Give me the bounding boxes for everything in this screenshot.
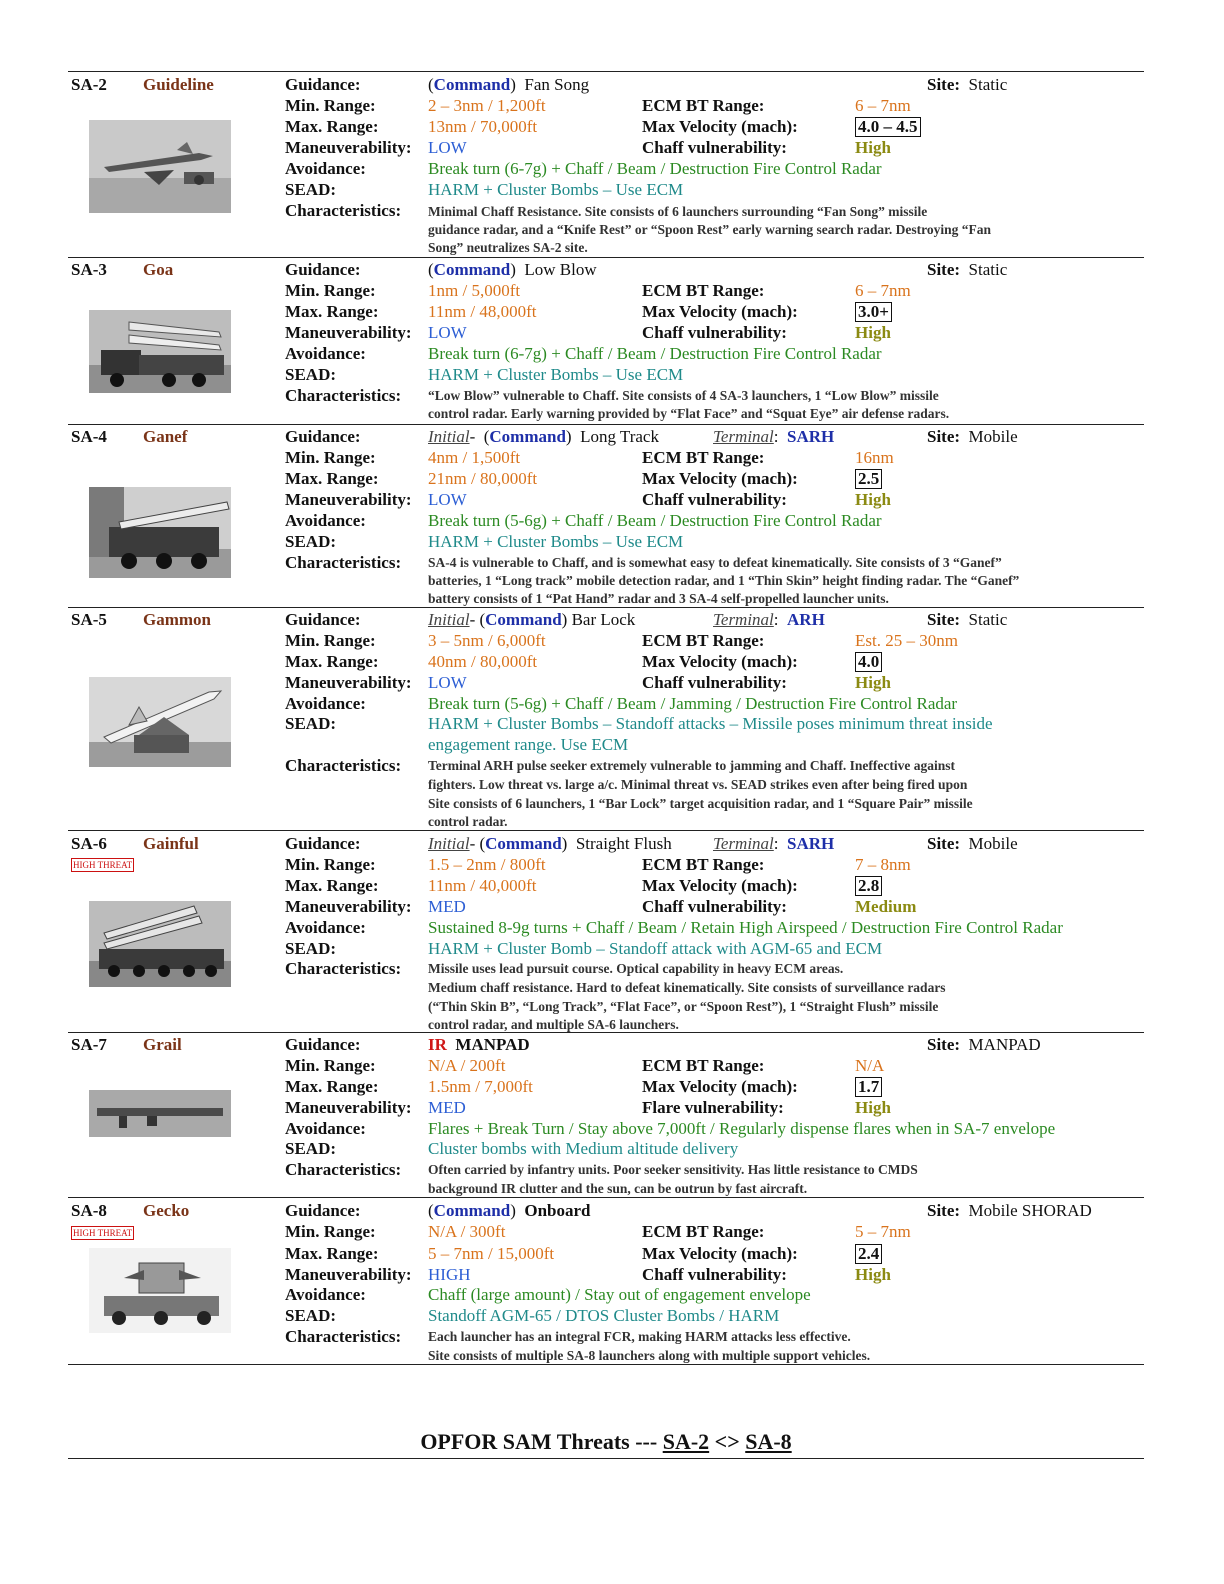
maneuver-label: Maneuverability: <box>285 897 412 916</box>
initial-tag: Initial <box>428 834 470 853</box>
high-threat-badge: HIGH THREAT <box>73 860 133 870</box>
threat-name: Gecko <box>143 1201 190 1220</box>
velocity-value <box>855 1077 882 1097</box>
site-label: Site: <box>927 1201 961 1220</box>
guidance-label: Guidance: <box>285 1201 361 1220</box>
avoidance-value: Flares + Break Turn / Stay above 7,000ft / Regularly dispense flares when in SA-7 envelope <box>428 1119 1056 1138</box>
sa7-photo <box>89 1090 231 1137</box>
divider <box>68 71 1144 72</box>
threat-name: Ganef <box>143 427 188 446</box>
divider <box>68 257 1144 258</box>
sead-value: HARM + Cluster Bombs – Use ECM <box>428 365 684 384</box>
avoidance-value: Sustained 8-9g turns + Chaff / Beam / Retain High Airspeed / Destruction Fire Control Radar <box>428 918 1063 937</box>
sead-label: SEAD: <box>285 939 337 958</box>
max-range-value: 11nm / 40,000ft <box>428 876 537 895</box>
initial-tag: Initial <box>428 427 470 446</box>
guidance-label: Guidance: <box>285 834 361 853</box>
characteristics-label: Characteristics: <box>285 553 402 572</box>
characteristics-line: Site consists of 6 launchers, 1 “Bar Lock” target acquisition radar, and 1 “Square Pair” missile <box>428 796 973 811</box>
maneuver-value: LOW <box>428 490 467 509</box>
guidance-radar: MANPAD <box>455 1035 530 1054</box>
sead-label: SEAD: <box>285 180 337 199</box>
site <box>927 427 1018 447</box>
velocity-value <box>855 876 882 896</box>
characteristics-line: Medium chaff resistance. Hard to defeat kinematically. Site consists of surveillance radars <box>428 980 946 995</box>
guidance-value <box>428 1035 530 1055</box>
sead-label: SEAD: <box>285 714 337 733</box>
guidance-radar: Onboard <box>524 1201 591 1220</box>
terminal-tag: Terminal <box>713 427 774 446</box>
ecm-label: ECM BT Range: <box>642 1222 765 1241</box>
min-range-value: N/A / 300ft <box>428 1222 506 1241</box>
maneuver-label: Maneuverability: <box>285 673 412 692</box>
guidance-value: (Command) Low Blow <box>428 260 597 279</box>
min-range-label: Min. Range: <box>285 855 376 874</box>
ecm-value: 6 – 7nm <box>855 281 911 300</box>
avoidance-label: Avoidance: <box>285 344 366 363</box>
chaff-label: Chaff vulnerability: <box>642 1265 787 1284</box>
characteristics-label: Characteristics: <box>285 201 402 220</box>
command-tag: Command <box>489 427 566 446</box>
site-label: Site: <box>927 834 961 853</box>
threat-name: Guideline <box>143 75 214 94</box>
ecm-label: ECM BT Range: <box>642 1056 765 1075</box>
sead-label: SEAD: <box>285 1306 337 1325</box>
characteristics-line: background IR clutter and the sun, can be outrun by fast aircraft. <box>428 1181 808 1196</box>
min-range-value: 2 – 3nm / 1,200ft <box>428 96 546 115</box>
characteristics-line: control radar, and multiple SA-6 launchers. <box>428 1017 679 1032</box>
avoidance-label: Avoidance: <box>285 511 366 530</box>
characteristics-line: Each launcher has an integral FCR, making HARM attacks less effective. <box>428 1329 851 1344</box>
characteristics-line: battery consists of 1 “Pat Hand” radar and 3 SA-4 self-propelled launcher units. <box>428 591 889 606</box>
maneuver-label: Maneuverability: <box>285 138 412 157</box>
min-range-value: N/A / 200ft <box>428 1056 506 1075</box>
sa5-photo <box>89 677 231 767</box>
avoidance-value: Break turn (5-6g) + Chaff / Beam / Jamming / Destruction Fire Control Radar <box>428 694 958 713</box>
guidance-label: Guidance: <box>285 610 361 629</box>
terminal-guidance: Terminal: ARH <box>713 610 825 629</box>
velocity-label: Max Velocity (mach): <box>642 117 798 136</box>
site-label: Site: <box>927 610 961 629</box>
characteristics-line: SA-4 is vulnerable to Chaff, and is somewhat easy to defeat kinematically. Site consists of 3 “Ganef” <box>428 555 1002 570</box>
site <box>927 75 1007 95</box>
velocity-label: Max Velocity (mach): <box>642 652 798 671</box>
characteristics-line: Site consists of multiple SA-8 launchers along with multiple support vehicles. <box>428 1348 871 1363</box>
avoidance-label: Avoidance: <box>285 918 366 937</box>
guidance-value: Initial- (Command) Long Track <box>428 427 659 446</box>
guidance-label: Guidance: <box>285 427 361 446</box>
site <box>927 260 1007 280</box>
site-label: Site: <box>927 75 961 94</box>
high-threat-badge: HIGH THREAT <box>73 1228 133 1238</box>
characteristics-line: Terminal ARH pulse seeker extremely vulnerable to jamming and Chaff. Ineffective against <box>428 758 955 773</box>
site-value: Static <box>968 260 1008 279</box>
site-label: Site: <box>927 1035 961 1054</box>
guidance-label: Guidance: <box>285 1035 361 1054</box>
velocity-label: Max Velocity (mach): <box>642 302 798 321</box>
guidance-radar: Long Track <box>580 427 659 446</box>
command-tag: Command <box>433 1201 511 1220</box>
chaff-label: Chaff vulnerability: <box>642 897 787 916</box>
velocity-value <box>855 469 882 489</box>
maneuver-value: LOW <box>428 323 467 342</box>
avoidance-label: Avoidance: <box>285 1119 366 1138</box>
min-range-label: Min. Range: <box>285 631 376 650</box>
characteristics-line: Missile uses lead pursuit course. Optical capability in heavy ECM areas. <box>428 961 844 976</box>
maneuver-label: Maneuverability: <box>285 323 412 342</box>
velocity-box: 4.0 – 4.5 <box>855 117 921 137</box>
characteristics-label: Characteristics: <box>285 959 402 978</box>
sead-label: SEAD: <box>285 1139 337 1158</box>
guidance-label: Guidance: <box>285 75 361 94</box>
characteristics-line: (“Thin Skin B”, “Long Track”, “Flat Face”, or “Spoon Rest”), 1 “Straight Flush” missile <box>428 999 939 1014</box>
characteristics-label: Characteristics: <box>285 1160 402 1179</box>
velocity-label: Max Velocity (mach): <box>642 1244 798 1263</box>
site-value: Mobile <box>968 427 1018 446</box>
ecm-label: ECM BT Range: <box>642 855 765 874</box>
velocity-value <box>855 117 921 137</box>
chaff-value: High <box>855 323 891 342</box>
chaff-value: Medium <box>855 897 917 916</box>
avoidance-label: Avoidance: <box>285 1285 366 1304</box>
min-range-label: Min. Range: <box>285 448 376 467</box>
ecm-label: ECM BT Range: <box>642 281 765 300</box>
command-tag: Command <box>485 610 562 629</box>
maneuver-label: Maneuverability: <box>285 1098 412 1117</box>
threat-name: Gainful <box>143 834 199 853</box>
maneuver-value: MED <box>428 897 466 916</box>
threat-name: Grail <box>143 1035 182 1054</box>
max-range-label: Max. Range: <box>285 302 379 321</box>
characteristics-line: fighters. Low threat vs. large a/c. Minimal threat vs. SEAD strikes even after being fired upon <box>428 777 968 792</box>
threat-name: Gammon <box>143 610 211 629</box>
max-range-label: Max. Range: <box>285 117 379 136</box>
terminal-value: SARH <box>787 427 835 446</box>
divider <box>68 424 1144 425</box>
min-range-value: 1.5 – 2nm / 800ft <box>428 855 546 874</box>
ecm-label: ECM BT Range: <box>642 96 765 115</box>
ecm-value: 5 – 7nm <box>855 1222 911 1241</box>
sead-value: HARM + Cluster Bombs – Standoff attacks – Missile poses minimum threat inside <box>428 714 993 733</box>
guidance-label: Guidance: <box>285 260 361 279</box>
footer-divider <box>68 1458 1144 1459</box>
site-label: Site: <box>927 260 961 279</box>
avoidance-value: Break turn (6-7g) + Chaff / Beam / Destruction Fire Control Radar <box>428 344 882 363</box>
site-label: Site: <box>927 427 961 446</box>
min-range-value: 1nm / 5,000ft <box>428 281 521 300</box>
guidance-value: (Command) Fan Song <box>428 75 590 94</box>
max-range-value: 21nm / 80,000ft <box>428 469 538 488</box>
terminal-guidance: Terminal: SARH <box>713 427 835 446</box>
maneuver-value: HIGH <box>428 1265 471 1284</box>
sead-value-cont: engagement range. Use ECM <box>428 735 629 754</box>
characteristics-label: Characteristics: <box>285 756 402 775</box>
site-value: MANPAD <box>968 1035 1041 1054</box>
max-range-value: 1.5nm / 7,000ft <box>428 1077 533 1096</box>
site <box>927 1201 1092 1221</box>
divider <box>68 1364 1144 1365</box>
velocity-box: 3.0+ <box>855 302 892 322</box>
characteristics-line: guidance radar, and a “Knife Rest” or “Spoon Rest” early warning search radar. Destroying “Fan <box>428 222 992 237</box>
min-range-label: Min. Range: <box>285 96 376 115</box>
title-to: SA-8 <box>745 1429 792 1454</box>
velocity-label: Max Velocity (mach): <box>642 1077 798 1096</box>
chaff-value: High <box>855 138 891 157</box>
max-range-value: 5 – 7nm / 15,000ft <box>428 1244 555 1263</box>
guidance-radar: Fan Song <box>524 75 590 94</box>
characteristics-line: batteries, 1 “Long track” mobile detection radar, and 1 “Thin Skin” height finding radar. The “Ganef” <box>428 573 1020 588</box>
terminal-value: ARH <box>787 610 825 629</box>
chaff-label: Chaff vulnerability: <box>642 673 787 692</box>
max-range-label: Max. Range: <box>285 1244 379 1263</box>
maneuver-label: Maneuverability: <box>285 490 412 509</box>
threat-code: SA-8 <box>71 1201 107 1220</box>
characteristics-label: Characteristics: <box>285 1327 402 1346</box>
max-range-label: Max. Range: <box>285 1077 379 1096</box>
threat-code: SA-7 <box>71 1035 107 1054</box>
max-range-value: 13nm / 70,000ft <box>428 117 538 136</box>
terminal-tag: Terminal <box>713 610 774 629</box>
ecm-value: 16nm <box>855 448 894 467</box>
ecm-value: 7 – 8nm <box>855 855 911 874</box>
ir-tag: IR <box>428 1035 447 1054</box>
site <box>927 610 1007 630</box>
threat-code: SA-4 <box>71 427 107 446</box>
velocity-value <box>855 652 882 672</box>
characteristics-line: control radar. Early warning provided by “Flat Face” and “Squat Eye” air defense radars. <box>428 406 950 421</box>
maneuver-value: LOW <box>428 138 467 157</box>
sead-value: HARM + Cluster Bombs – Use ECM <box>428 180 684 199</box>
min-range-label: Min. Range: <box>285 1056 376 1075</box>
min-range-value: 3 – 5nm / 6,000ft <box>428 631 546 650</box>
min-range-value: 4nm / 1,500ft <box>428 448 521 467</box>
sead-value: HARM + Cluster Bombs – Use ECM <box>428 532 684 551</box>
maneuver-value: LOW <box>428 673 467 692</box>
velocity-box: 2.4 <box>855 1244 882 1264</box>
characteristics-line: “Low Blow” vulnerable to Chaff. Site consists of 4 SA-3 launchers, 1 “Low Blow” missile <box>428 388 939 403</box>
site-value: Static <box>968 75 1008 94</box>
title-from: SA-2 <box>662 1429 710 1454</box>
guidance-radar: Bar Lock <box>571 610 636 629</box>
velocity-label: Max Velocity (mach): <box>642 469 798 488</box>
sa4-photo <box>89 487 231 578</box>
chaff-value: High <box>855 1098 891 1117</box>
max-range-label: Max. Range: <box>285 652 379 671</box>
guidance-value: Initial- (Command) Bar Lock <box>428 610 636 629</box>
sead-value: Standoff AGM-65 / DTOS Cluster Bombs / HARM <box>428 1306 780 1325</box>
maneuver-value: MED <box>428 1098 466 1117</box>
site <box>927 1035 1041 1055</box>
avoidance-value: Break turn (5-6g) + Chaff / Beam / Destruction Fire Control Radar <box>428 511 882 530</box>
min-range-label: Min. Range: <box>285 281 376 300</box>
ecm-value: N/A <box>855 1056 885 1075</box>
velocity-box: 2.8 <box>855 876 882 896</box>
terminal-tag: Terminal <box>713 834 774 853</box>
threat-code: SA-5 <box>71 610 107 629</box>
max-range-label: Max. Range: <box>285 876 379 895</box>
avoidance-value: Chaff (large amount) / Stay out of engagement envelope <box>428 1285 811 1304</box>
ecm-value: Est. 25 – 30nm <box>855 631 958 650</box>
flare-label: Flare vulnerability: <box>642 1098 784 1117</box>
avoidance-label: Avoidance: <box>285 694 366 713</box>
maneuver-label: Maneuverability: <box>285 1265 412 1284</box>
command-tag: Command <box>433 260 511 279</box>
site <box>927 834 1018 854</box>
characteristics-line: control radar. <box>428 814 508 829</box>
guidance-radar: Low Blow <box>524 260 597 279</box>
divider <box>68 1032 1144 1033</box>
chaff-label: Chaff vulnerability: <box>642 490 787 509</box>
velocity-box: 2.5 <box>855 469 882 489</box>
sa6-photo <box>89 901 231 987</box>
guidance-value: Initial- (Command) Straight Flush <box>428 834 672 853</box>
terminal-value: SARH <box>787 834 835 853</box>
threat-code: SA-3 <box>71 260 107 279</box>
threat-code: SA-6 <box>71 834 107 853</box>
title-prefix: OPFOR SAM Threats --- <box>420 1429 663 1454</box>
terminal-guidance: Terminal: SARH <box>713 834 835 853</box>
velocity-value <box>855 1244 882 1264</box>
sead-label: SEAD: <box>285 532 337 551</box>
min-range-label: Min. Range: <box>285 1222 376 1241</box>
sead-value: HARM + Cluster Bomb – Standoff attack with AGM-65 and ECM <box>428 939 883 958</box>
threat-name: Goa <box>143 260 174 279</box>
velocity-box: 4.0 <box>855 652 882 672</box>
divider <box>68 830 1144 831</box>
sa2-photo <box>89 120 231 213</box>
title-sep: <> <box>709 1429 746 1454</box>
avoidance-label: Avoidance: <box>285 159 366 178</box>
site-value: Mobile SHORAD <box>968 1201 1092 1220</box>
characteristics-line: Song” neutralizes SA-2 site. <box>428 240 588 255</box>
threat-code: SA-2 <box>71 75 107 94</box>
characteristics-label: Characteristics: <box>285 386 402 405</box>
velocity-label: Max Velocity (mach): <box>642 876 798 895</box>
sa8-photo <box>89 1248 231 1333</box>
max-range-label: Max. Range: <box>285 469 379 488</box>
page-title <box>0 1429 1212 1455</box>
divider <box>68 607 1144 608</box>
max-range-value: 11nm / 48,000ft <box>428 302 537 321</box>
guidance-radar: Straight Flush <box>575 834 672 853</box>
ecm-label: ECM BT Range: <box>642 631 765 650</box>
chaff-value: High <box>855 490 891 509</box>
site-value: Mobile <box>968 834 1018 853</box>
sead-label: SEAD: <box>285 365 337 384</box>
initial-tag: Initial <box>428 610 470 629</box>
divider <box>68 1197 1144 1198</box>
command-tag: Command <box>485 834 562 853</box>
avoidance-value: Break turn (6-7g) + Chaff / Beam / Destruction Fire Control Radar <box>428 159 882 178</box>
velocity-value <box>855 302 892 322</box>
ecm-value: 6 – 7nm <box>855 96 911 115</box>
characteristics-line: Minimal Chaff Resistance. Site consists of 6 launchers surrounding “Fan Song” missile <box>428 204 928 219</box>
chaff-value: High <box>855 673 891 692</box>
command-tag: Command <box>433 75 511 94</box>
sa3-photo <box>89 310 231 393</box>
ecm-label: ECM BT Range: <box>642 448 765 467</box>
chaff-label: Chaff vulnerability: <box>642 138 787 157</box>
max-range-value: 40nm / 80,000ft <box>428 652 538 671</box>
velocity-box: 1.7 <box>855 1077 882 1097</box>
characteristics-line: Often carried by infantry units. Poor seeker sensitivity. Has little resistance to CMDS <box>428 1162 918 1177</box>
chaff-label: Chaff vulnerability: <box>642 323 787 342</box>
guidance-value: (Command) Onboard <box>428 1201 591 1220</box>
chaff-value: High <box>855 1265 891 1284</box>
sead-value: Cluster bombs with Medium altitude delivery <box>428 1139 739 1158</box>
site-value: Static <box>968 610 1008 629</box>
